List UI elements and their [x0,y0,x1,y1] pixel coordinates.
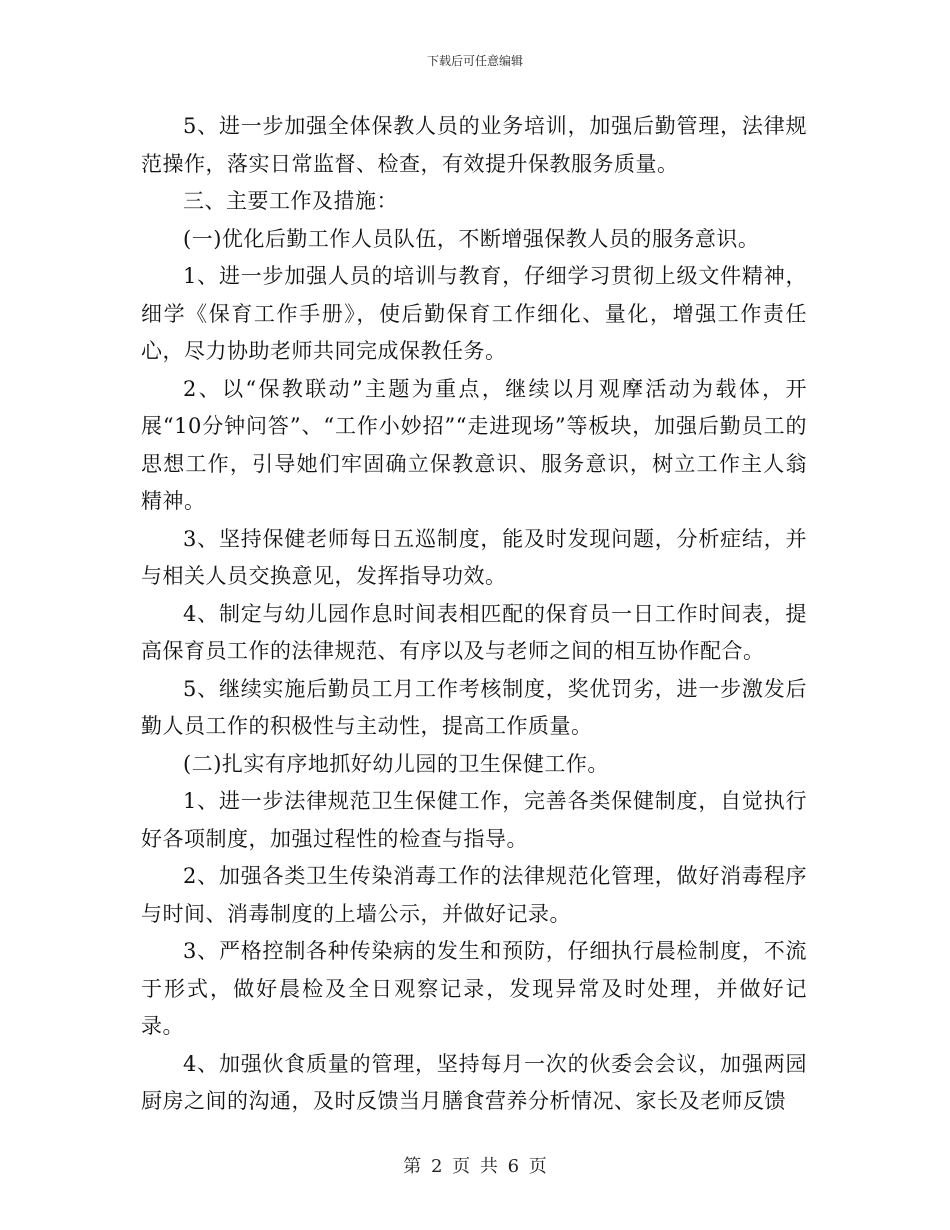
paragraph: 4、制定与幼儿园作息时间表相匹配的保育员一日工作时间表，提高保育员工作的法律规范、有序以及与老师之间的相互协作配合。 [141,601,807,663]
paragraph: 3、严格控制各种传染病的发生和预防，仔细执行晨检制度，不流于形式，做好晨检及全日观察记录，发现异常及时处理，并做好记录。 [141,939,807,1038]
subsection-heading: (一)优化后勤工作人员队伍，不断增强保教人员的服务意识。 [183,226,760,251]
paragraph: 1、进一步加强人员的培训与教育，仔细学习贯彻上级文件精神，细学《保育工作手册》，使后勤保育工作细化、量化，增强工作责任心，尽力协助老师共同完成保教任务。 [141,264,807,363]
paragraph: 5、进一步加强全体保教人员的业务培训，加强后勤管理，法律规范操作，落实日常监督、检查，有效提升保教服务质量。 [141,114,807,176]
paragraph: 5、继续实施后勤员工月工作考核制度，奖优罚劣，进一步激发后勤人员工作的积极性与主动性，提高工作质量。 [141,676,807,738]
paragraph: 2、加强各类卫生传染消毒工作的法律规范化管理，做好消毒程序与时间、消毒制度的上墙公示，并做好记录。 [141,864,807,926]
paragraph: 4、加强伙食质量的管理，坚持每月一次的伙委会会议，加强两园厨房之间的沟通，及时反馈当月膳食营养分析情况、家长及老师反馈 [141,1051,807,1113]
paragraph: 2、以“保教联动”主题为重点，继续以月观摩活动为载体，开展“10分钟问答”、“工作小妙招”“走进现场”等板块，加强后勤员工的思想工作，引导她们牢固确立保教意识、服务意识，树立工作主人翁精神。 [141,376,807,513]
page-header: 下载后可任意编辑 [426,54,523,68]
paragraph: 1、进一步法律规范卫生保健工作，完善各类保健制度，自觉执行好各项制度，加强过程性的检查与指导。 [141,789,807,851]
section-heading: 三、主要工作及措施： [183,189,398,213]
paragraph: 3、坚持保健老师每日五巡制度，能及时发现问题，分析症结，并与相关人员交换意见，发挥指导功效。 [141,526,807,588]
document-body [141,108,807,1121]
page-number: 第 2 页 共 6 页 [403,1156,547,1177]
subsection-heading: (二)扎实有序地抓好幼儿园的卫生保健工作。 [183,751,609,776]
